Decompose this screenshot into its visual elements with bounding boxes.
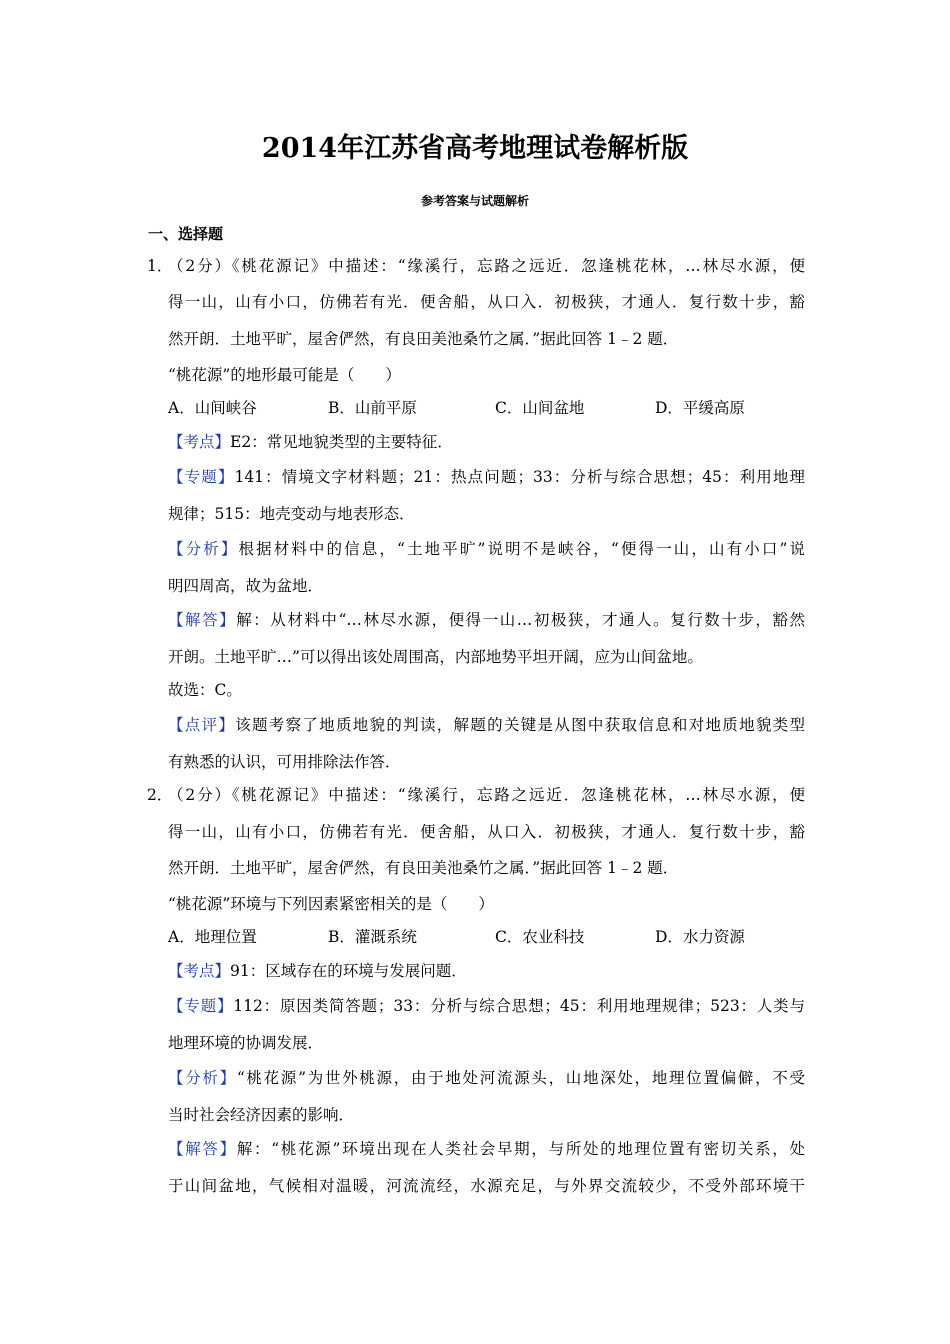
question-stem-line: （2分）《桃花源记》中描述：“缘溪行，忘路之远近．忽逢桃花林，…林尽水源，便 [168,786,805,804]
kaodian-text: E2：常见地貌类型的主要特征． [230,433,453,451]
kaodian-tag: 【考点】 [168,433,231,451]
zhuanti-tag: 【专题】 [168,997,234,1015]
answer-choice: 故选：C。 [168,681,242,699]
option-c: C．山间盆地 [495,399,585,417]
kaodian-text: 91：区域存在的环境与发展问题． [230,962,467,980]
zhuanti-text: 规律；515：地壳变动与地表形态． [168,505,415,523]
fenxi-tag: 【分析】 [168,540,239,558]
fenxi-text: 明四周高，故为盆地． [168,577,324,595]
kaodian-line [168,431,453,453]
fenxi-line [168,538,805,560]
fenxi-tag: 【分析】 [168,1069,237,1087]
zhuanti-tag: 【专题】 [168,468,235,486]
dianping-line [168,714,805,736]
fenxi-text: “桃花源”为世外桃源，由于地处河流源头，山地深处，地理位置偏僻，不受 [236,1069,805,1087]
question-number: 2． [147,786,173,804]
option-a: A．山间峡谷 [168,399,257,417]
page-title: 2014年江苏省高考地理试卷解析版 [261,133,689,164]
jieda-text: 开朗。土地平旷…”可以得出该处周围高，内部地势平坦开阔，应为山间盆地。 [168,648,703,666]
fenxi-line [168,1067,805,1089]
jieda-tag: 【解答】 [168,611,237,629]
question-stem-line: 得一山，山有小口，仿佛若有光．便舍船，从口入．初极狭，才通人．复行数十步，豁 [168,823,805,841]
zhuanti-line [168,466,805,488]
dianping-text: 有熟悉的认识，可用排除法作答． [168,753,401,771]
question-stem-line: 然开朗．土地平旷，屋舍俨然，有良田美池桑竹之属．”据此回答 1﹣2 题． [168,859,679,877]
zhuanti-line [168,995,805,1017]
dianping-tag: 【点评】 [168,716,236,734]
option-d: D．平缓高原 [655,399,745,417]
question-stem-line: （2分）《桃花源记》中描述：“缘溪行，忘路之远近．忽逢桃花林，…林尽水源，便 [168,257,805,275]
option-b: B．山前平原 [328,399,417,417]
kaodian-line [168,960,467,982]
jieda-text: 解：“桃花源”环境出现在人类社会早期，与所处的地理位置有密切关系，处 [236,1140,805,1158]
zhuanti-text: 112：原因类简答题；33：分析与综合思想；45：利用地理规律；523：人类与 [233,997,805,1015]
jieda-text: 解：从材料中“…林尽水源，便得一山…初极狭，才通人。复行数十步，豁然 [236,611,805,629]
page-subtitle: 参考答案与试题解析 [420,194,529,208]
jieda-line [168,609,805,631]
question-stem-line: 得一山，山有小口，仿佛若有光．便舍船，从口入．初极狭，才通人．复行数十步，豁 [168,293,805,311]
option-b: B．灌溉系统 [328,928,417,946]
zhuanti-text: 141：情境文字材料题；21：热点问题；33：分析与综合思想；45：利用地理 [234,468,805,486]
question-number: 1． [147,257,173,275]
question-stem-line: 然开朗．土地平旷，屋舍俨然，有良田美池桑竹之属．”据此回答 1﹣2 题． [168,330,679,348]
zhuanti-text: 地理环境的协调发展． [168,1034,324,1052]
dianping-text: 该题考察了地质地貌的判读，解题的关键是从图中获取信息和对地质地貌类型 [235,716,805,734]
jieda-text: 于山间盆地，气候相对温暖，河流流经，水源充足，与外界交流较少，不受外部环境干 [168,1177,805,1195]
fenxi-text: 当时社会经济因素的影响． [168,1106,355,1124]
kaodian-tag: 【考点】 [168,962,231,980]
section-heading: 一、选择题 [148,225,224,243]
option-a: A．地理位置 [168,928,257,946]
fenxi-text: 根据材料中的信息，“土地平旷”说明不是峡谷，“便得一山，山有小口”说 [238,540,805,558]
jieda-tag: 【解答】 [168,1140,237,1158]
option-c: C．农业科技 [495,928,585,946]
question-text: “桃花源”环境与下列因素紧密相关的是（ ） [168,895,494,913]
option-d: D．水力资源 [655,928,745,946]
jieda-line [168,1138,805,1160]
question-text: “桃花源”的地形最可能是（ ） [168,366,401,384]
